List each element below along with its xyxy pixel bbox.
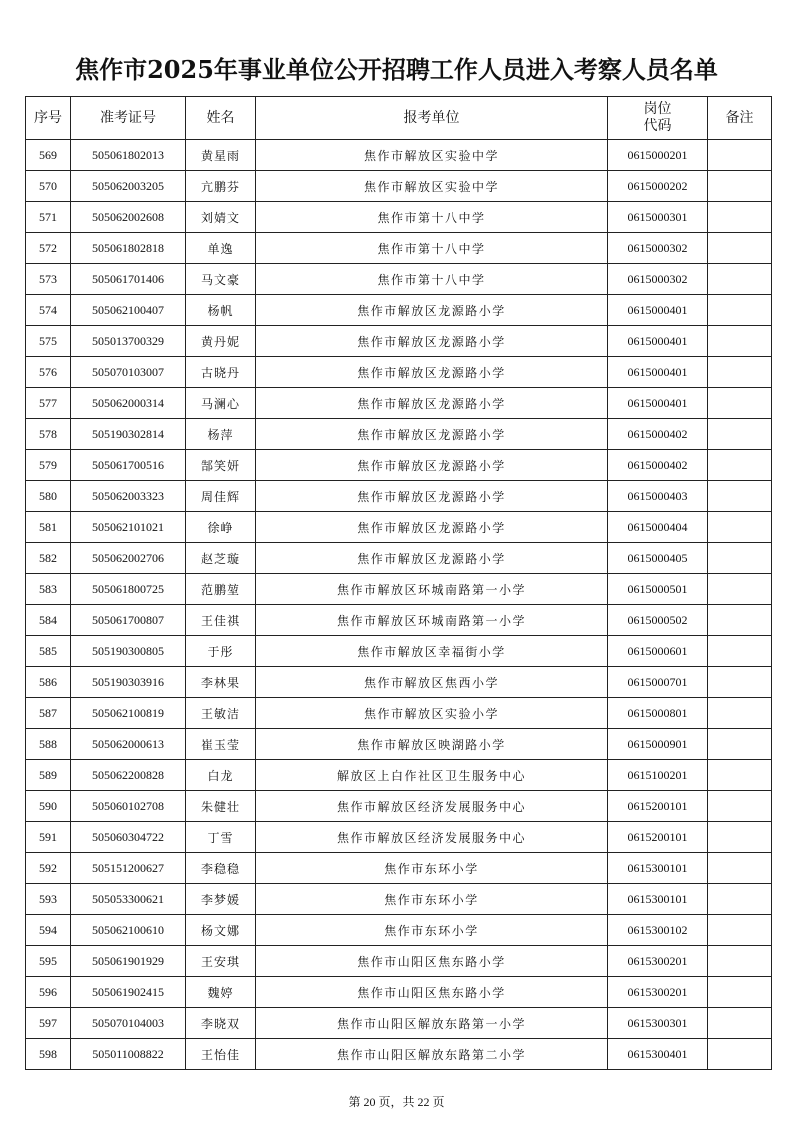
cell-name: 范鹏堃	[186, 574, 256, 605]
table-row	[26, 264, 772, 295]
cell-unit: 焦作市东环小学	[256, 884, 608, 915]
cell-unit: 焦作市解放区龙源路小学	[256, 419, 608, 450]
cell-seq: 593	[26, 884, 71, 915]
cell-code: 0615000401	[608, 326, 708, 357]
cell-code: 0615300401	[608, 1039, 708, 1070]
table-row	[26, 605, 772, 636]
cell-code: 0615000502	[608, 605, 708, 636]
table-row	[26, 915, 772, 946]
cell-seq: 570	[26, 171, 71, 202]
cell-seq: 572	[26, 233, 71, 264]
cell-code: 0615000801	[608, 698, 708, 729]
cell-remark	[708, 512, 772, 543]
cell-ticket: 505011008822	[71, 1039, 186, 1070]
cell-seq: 580	[26, 481, 71, 512]
cell-unit: 焦作市解放区实验小学	[256, 698, 608, 729]
header-code-line1: 岗位	[643, 101, 672, 117]
cell-ticket: 505062002706	[71, 543, 186, 574]
cell-name: 杨帆	[186, 295, 256, 326]
cell-name: 杨文娜	[186, 915, 256, 946]
cell-code: 0615000901	[608, 729, 708, 760]
cell-ticket: 505062100610	[71, 915, 186, 946]
cell-seq: 574	[26, 295, 71, 326]
cell-ticket: 505061701406	[71, 264, 186, 295]
table-row	[26, 760, 772, 791]
table-row	[26, 574, 772, 605]
cell-unit: 焦作市解放区龙源路小学	[256, 388, 608, 419]
cell-remark	[708, 574, 772, 605]
cell-ticket: 505061800725	[71, 574, 186, 605]
cell-name: 李稳稳	[186, 853, 256, 884]
table-row	[26, 450, 772, 481]
cell-name: 单逸	[186, 233, 256, 264]
cell-code: 0615000301	[608, 202, 708, 233]
cell-name: 王敏洁	[186, 698, 256, 729]
cell-remark	[708, 295, 772, 326]
cell-unit: 焦作市解放区经济发展服务中心	[256, 791, 608, 822]
table-body	[26, 140, 772, 1070]
cell-unit: 焦作市山阳区焦东路小学	[256, 946, 608, 977]
cell-name: 古晓丹	[186, 357, 256, 388]
cell-ticket: 505062100407	[71, 295, 186, 326]
cell-unit: 焦作市解放区实验中学	[256, 140, 608, 171]
cell-remark	[708, 171, 772, 202]
cell-name: 郜笑妍	[186, 450, 256, 481]
cell-code: 0615000405	[608, 543, 708, 574]
cell-code: 0615300101	[608, 884, 708, 915]
cell-name: 马文豪	[186, 264, 256, 295]
cell-name: 马澜心	[186, 388, 256, 419]
cell-code: 0615000701	[608, 667, 708, 698]
cell-unit: 焦作市解放区映湖路小学	[256, 729, 608, 760]
cell-unit: 焦作市解放区环城南路第一小学	[256, 605, 608, 636]
table-row	[26, 1008, 772, 1039]
cell-name: 刘婧文	[186, 202, 256, 233]
cell-seq: 571	[26, 202, 71, 233]
table-row	[26, 667, 772, 698]
cell-code: 0615000302	[608, 233, 708, 264]
cell-remark	[708, 264, 772, 295]
cell-ticket: 505061700807	[71, 605, 186, 636]
cell-unit: 焦作市解放区实验中学	[256, 171, 608, 202]
table-row	[26, 481, 772, 512]
cell-ticket: 505062003205	[71, 171, 186, 202]
page-footer: 第 20 页，共 22 页	[348, 1095, 445, 1109]
cell-unit: 焦作市解放区龙源路小学	[256, 512, 608, 543]
cell-code: 0615000201	[608, 140, 708, 171]
cell-seq: 579	[26, 450, 71, 481]
cell-code: 0615000403	[608, 481, 708, 512]
cell-remark	[708, 202, 772, 233]
page-title: 焦作市2025年事业单位公开招聘工作人员进入考察人员名单	[75, 55, 718, 84]
cell-unit: 焦作市东环小学	[256, 853, 608, 884]
cell-name: 李林果	[186, 667, 256, 698]
cell-ticket: 505060304722	[71, 822, 186, 853]
cell-remark	[708, 946, 772, 977]
cell-name: 崔玉莹	[186, 729, 256, 760]
header-remark: 备注	[708, 97, 772, 140]
cell-unit: 焦作市东环小学	[256, 915, 608, 946]
cell-name: 李梦媛	[186, 884, 256, 915]
table-row	[26, 729, 772, 760]
cell-ticket: 505062002608	[71, 202, 186, 233]
cell-seq: 575	[26, 326, 71, 357]
cell-code: 0615000601	[608, 636, 708, 667]
cell-code: 0615000404	[608, 512, 708, 543]
cell-code: 0615300301	[608, 1008, 708, 1039]
cell-remark	[708, 1008, 772, 1039]
cell-remark	[708, 326, 772, 357]
cell-seq: 584	[26, 605, 71, 636]
cell-name: 徐峥	[186, 512, 256, 543]
cell-name: 黄星雨	[186, 140, 256, 171]
cell-seq: 598	[26, 1039, 71, 1070]
cell-seq: 581	[26, 512, 71, 543]
cell-remark	[708, 140, 772, 171]
cell-unit: 焦作市山阳区焦东路小学	[256, 977, 608, 1008]
table-row	[26, 977, 772, 1008]
table-row	[26, 357, 772, 388]
cell-code: 0615300201	[608, 977, 708, 1008]
cell-ticket: 505190300805	[71, 636, 186, 667]
cell-remark	[708, 915, 772, 946]
table-row	[26, 698, 772, 729]
cell-ticket: 505062100819	[71, 698, 186, 729]
cell-name: 丁雪	[186, 822, 256, 853]
table-row	[26, 326, 772, 357]
cell-code: 0615300102	[608, 915, 708, 946]
table-header-row	[26, 97, 772, 140]
cell-remark	[708, 1039, 772, 1070]
cell-seq: 591	[26, 822, 71, 853]
cell-remark	[708, 791, 772, 822]
cell-unit: 焦作市解放区龙源路小学	[256, 481, 608, 512]
cell-name: 黄丹妮	[186, 326, 256, 357]
cell-name: 王安琪	[186, 946, 256, 977]
cell-remark	[708, 884, 772, 915]
cell-ticket: 505013700329	[71, 326, 186, 357]
cell-ticket: 505190302814	[71, 419, 186, 450]
cell-remark	[708, 388, 772, 419]
cell-code: 0615000501	[608, 574, 708, 605]
cell-code: 0615200101	[608, 791, 708, 822]
cell-ticket: 505061901929	[71, 946, 186, 977]
cell-unit: 解放区上白作社区卫生服务中心	[256, 760, 608, 791]
cell-ticket: 505062101021	[71, 512, 186, 543]
cell-seq: 573	[26, 264, 71, 295]
cell-remark	[708, 698, 772, 729]
cell-unit: 焦作市解放区焦西小学	[256, 667, 608, 698]
cell-code: 0615000202	[608, 171, 708, 202]
cell-unit: 焦作市山阳区解放东路第二小学	[256, 1039, 608, 1070]
cell-name: 周佳辉	[186, 481, 256, 512]
cell-ticket: 505061700516	[71, 450, 186, 481]
cell-name: 于彤	[186, 636, 256, 667]
table-row	[26, 233, 772, 264]
cell-ticket: 505062000314	[71, 388, 186, 419]
cell-name: 赵芝璇	[186, 543, 256, 574]
cell-unit: 焦作市第十八中学	[256, 233, 608, 264]
header-code-line2: 代码	[643, 118, 672, 134]
cell-remark	[708, 667, 772, 698]
cell-remark	[708, 481, 772, 512]
cell-remark	[708, 419, 772, 450]
cell-name: 李晓双	[186, 1008, 256, 1039]
table-row	[26, 884, 772, 915]
cell-remark	[708, 760, 772, 791]
cell-unit: 焦作市解放区龙源路小学	[256, 357, 608, 388]
cell-name: 亢鹏芬	[186, 171, 256, 202]
cell-seq: 596	[26, 977, 71, 1008]
cell-unit: 焦作市解放区龙源路小学	[256, 326, 608, 357]
cell-remark	[708, 357, 772, 388]
table-row	[26, 636, 772, 667]
cell-name: 王怡佳	[186, 1039, 256, 1070]
cell-remark	[708, 977, 772, 1008]
cell-seq: 595	[26, 946, 71, 977]
cell-ticket: 505151200627	[71, 853, 186, 884]
cell-unit: 焦作市解放区龙源路小学	[256, 543, 608, 574]
cell-unit: 焦作市解放区龙源路小学	[256, 295, 608, 326]
table-row	[26, 853, 772, 884]
cell-code: 0615000401	[608, 357, 708, 388]
cell-seq: 586	[26, 667, 71, 698]
cell-ticket: 505062003323	[71, 481, 186, 512]
header-ticket: 准考证号	[71, 97, 186, 140]
cell-remark	[708, 543, 772, 574]
cell-seq: 589	[26, 760, 71, 791]
cell-seq: 594	[26, 915, 71, 946]
header-name: 姓名	[186, 97, 256, 140]
cell-ticket: 505062000613	[71, 729, 186, 760]
cell-code: 0615000401	[608, 388, 708, 419]
cell-unit: 焦作市解放区经济发展服务中心	[256, 822, 608, 853]
cell-seq: 588	[26, 729, 71, 760]
cell-seq: 585	[26, 636, 71, 667]
cell-name: 杨萍	[186, 419, 256, 450]
cell-remark	[708, 605, 772, 636]
cell-unit: 焦作市解放区环城南路第一小学	[256, 574, 608, 605]
cell-code: 0615300201	[608, 946, 708, 977]
cell-ticket: 505061802818	[71, 233, 186, 264]
header-seq: 序号	[26, 97, 71, 140]
table-row	[26, 419, 772, 450]
table-row	[26, 1039, 772, 1070]
table-row	[26, 512, 772, 543]
cell-unit: 焦作市山阳区解放东路第一小学	[256, 1008, 608, 1039]
cell-name: 魏婷	[186, 977, 256, 1008]
cell-remark	[708, 853, 772, 884]
table-row	[26, 202, 772, 233]
cell-seq: 592	[26, 853, 71, 884]
table-row	[26, 295, 772, 326]
cell-seq: 590	[26, 791, 71, 822]
table-row	[26, 171, 772, 202]
cell-ticket: 505053300621	[71, 884, 186, 915]
cell-ticket: 505070103007	[71, 357, 186, 388]
cell-remark	[708, 636, 772, 667]
table-row	[26, 791, 772, 822]
cell-seq: 582	[26, 543, 71, 574]
cell-remark	[708, 822, 772, 853]
cell-name: 白龙	[186, 760, 256, 791]
cell-seq: 583	[26, 574, 71, 605]
cell-ticket: 505061802013	[71, 140, 186, 171]
cell-seq: 577	[26, 388, 71, 419]
cell-ticket: 505060102708	[71, 791, 186, 822]
candidate-table	[25, 96, 772, 1070]
cell-seq: 597	[26, 1008, 71, 1039]
cell-code: 0615200101	[608, 822, 708, 853]
cell-code: 0615000401	[608, 295, 708, 326]
cell-remark	[708, 450, 772, 481]
cell-name: 王佳祺	[186, 605, 256, 636]
cell-seq: 569	[26, 140, 71, 171]
cell-code: 0615300101	[608, 853, 708, 884]
table-row	[26, 822, 772, 853]
cell-ticket: 505061902415	[71, 977, 186, 1008]
cell-seq: 578	[26, 419, 71, 450]
cell-remark	[708, 729, 772, 760]
cell-code: 0615000402	[608, 450, 708, 481]
cell-seq: 576	[26, 357, 71, 388]
header-unit: 报考单位	[256, 97, 608, 140]
cell-remark	[708, 233, 772, 264]
cell-ticket: 505190303916	[71, 667, 186, 698]
cell-seq: 587	[26, 698, 71, 729]
cell-ticket: 505070104003	[71, 1008, 186, 1039]
cell-unit: 焦作市解放区龙源路小学	[256, 450, 608, 481]
header-code	[608, 97, 708, 140]
cell-unit: 焦作市第十八中学	[256, 264, 608, 295]
table-row	[26, 140, 772, 171]
cell-unit: 焦作市解放区幸福街小学	[256, 636, 608, 667]
cell-code: 0615100201	[608, 760, 708, 791]
cell-code: 0615000402	[608, 419, 708, 450]
cell-unit: 焦作市第十八中学	[256, 202, 608, 233]
table-row	[26, 946, 772, 977]
table-row	[26, 388, 772, 419]
table-row	[26, 543, 772, 574]
cell-code: 0615000302	[608, 264, 708, 295]
cell-ticket: 505062200828	[71, 760, 186, 791]
cell-name: 朱健壮	[186, 791, 256, 822]
